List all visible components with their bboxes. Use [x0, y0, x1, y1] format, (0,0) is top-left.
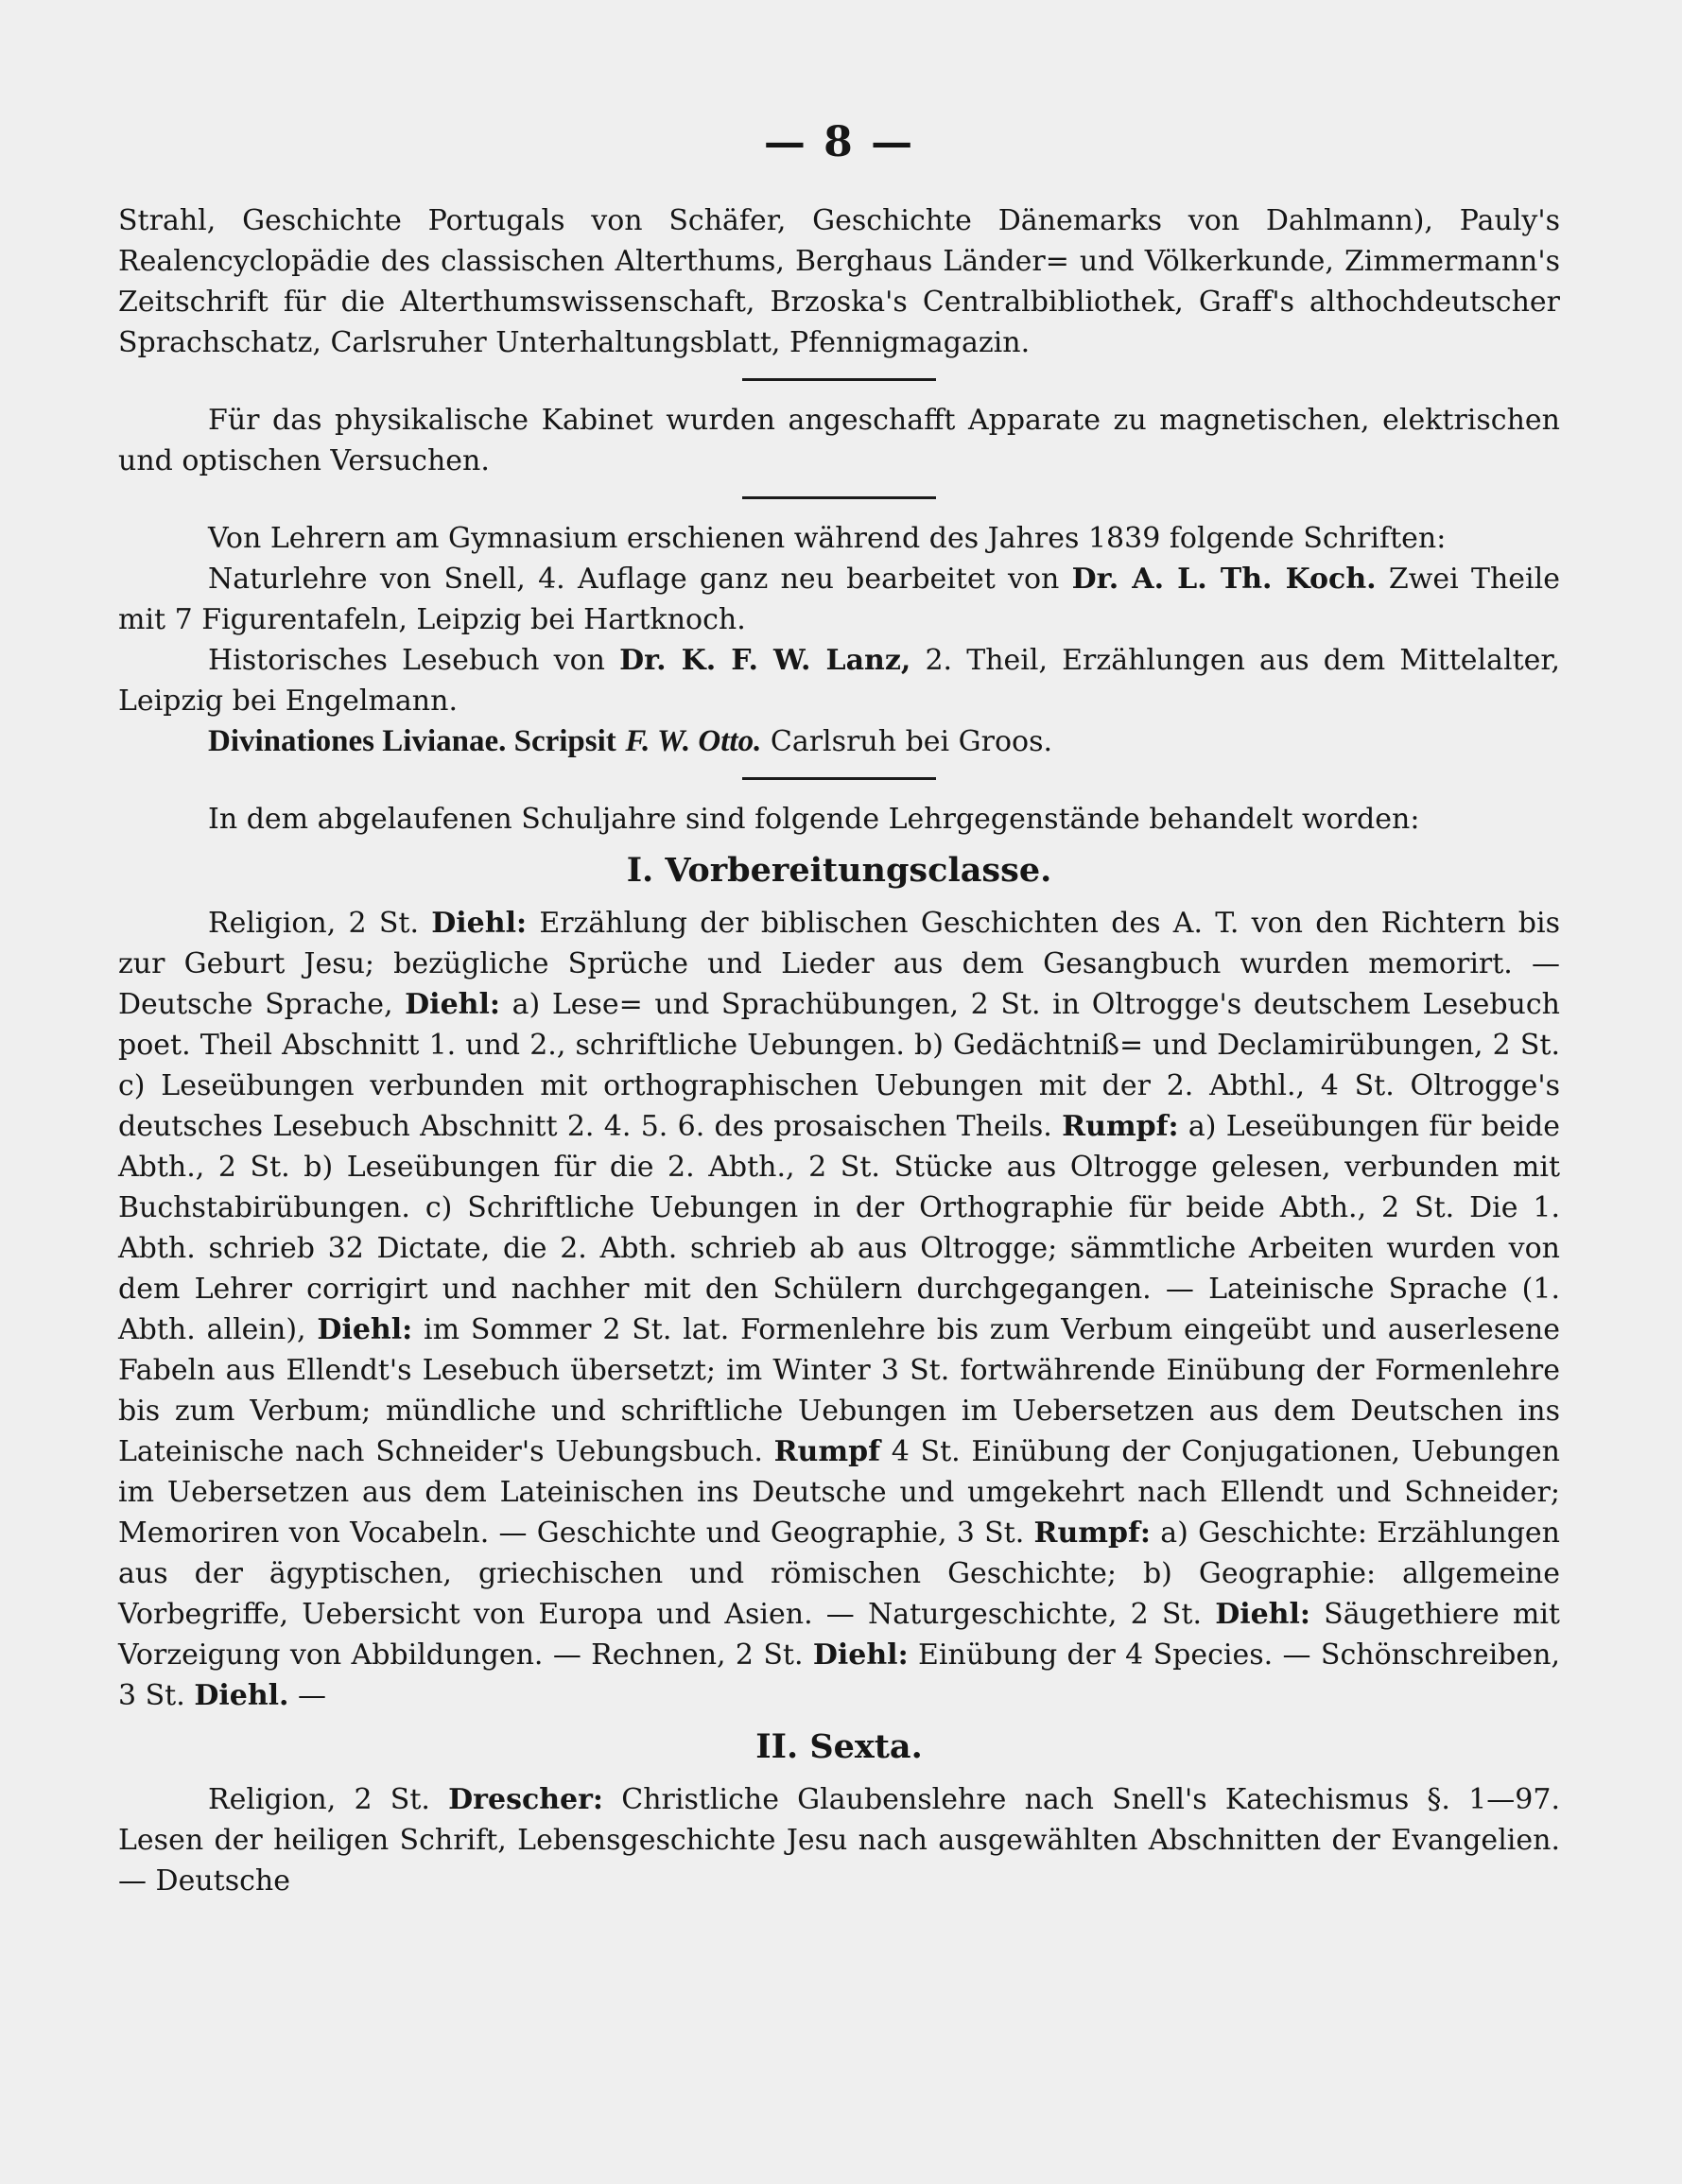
publication-entry: [118, 559, 1560, 640]
curriculum-text: Säugethiere mit Vorzeigung von Abbildungen. — Rechnen, 2 St.: [118, 1598, 1560, 1672]
publication-text: 2. Theil, Erzählungen aus dem Mittelalter, Leipzig bei Engelmann.: [118, 644, 1560, 718]
section-divider: [742, 378, 936, 381]
publication-title: Divinationes Livianae. Scripsit: [208, 724, 616, 758]
teacher-name: Diehl:: [1215, 1598, 1310, 1631]
curriculum-text: —: [298, 1679, 327, 1712]
curriculum-text: Christliche Glaubenslehre nach Snell's Katechismus §. 1—97. Lesen der heiligen Schrift, Lebensgeschichte Jesu nach ausgewählten Abschnitten der Evangelien. — Deutsche: [118, 1783, 1560, 1898]
subjects-intro: In dem abgelaufenen Schuljahre sind folgende Lehrgegenstände behandelt worden:: [208, 803, 1420, 836]
curriculum-paragraph: [118, 903, 1560, 1716]
physics-cabinet-paragraph: Für das physikalische Kabinet wurden angeschafft Apparate zu magnetischen, elektrischen und optischen Versuchen.: [118, 404, 1560, 477]
page-content: [118, 118, 1560, 1901]
author-name: Dr. K. F. W. Lanz,: [619, 644, 911, 677]
publications-intro: Von Lehrern am Gymnasium erschienen während des Jahres 1839 folgende Schriften:: [208, 522, 1447, 555]
publication-entry: [118, 640, 1560, 721]
page-number: — 8 —: [763, 118, 915, 166]
curriculum-text: Erzählung der biblischen Geschichten des A. T. von den Richtern bis zur Geburt Jesu; bezügliche Sprüche und Lieder aus dem Gesangbuch wurden memorirt. — Deutsche Sprache,: [118, 907, 1560, 1021]
curriculum-text: a) Leseübungen für beide Abth., 2 St. b) Leseübungen für die 2. Abth., 2 St. Stücke aus Oltrogge gelesen, verbunden mit Buchstabirübungen. c) Schriftliche Uebungen in der Orthographie für beide Abth., 2 St. Die 1. Abth. schrieb 32 Dictate, die 2. Abth. schrieb ab aus Oltrogge; sämmtliche Arbeiten wurden von dem Lehrer corrigirt und nachher mit den Schülern durchgegangen. — Lateinische Sprache (1. Abth. allein),: [118, 1110, 1560, 1346]
curriculum-text: a) Geschichte: Erzählungen aus der ägyptischen, griechischen und römischen Geschichte; b) Geographie: allgemeine Vorbegriffe, Uebersicht von Europa und Asien. — Naturgeschichte, 2 St.: [118, 1517, 1560, 1631]
publication-text: Zwei Theile mit 7 Figurentafeln, Leipzig bei Hartknoch.: [118, 563, 1560, 636]
curriculum-text: Religion, 2 St.: [208, 1783, 430, 1816]
author-name: Dr. A. L. Th. Koch.: [1071, 563, 1377, 596]
section-divider: [742, 496, 936, 499]
curriculum-text: Religion, 2 St.: [208, 907, 419, 940]
curriculum-text: 4 St. Einübung der Conjugationen, Uebungen im Uebersetzen aus dem Lateinischen ins Deutsche und umgekehrt nach Ellendt und Schneider; Memoriren von Vocabeln. — Geschichte und Geographie, 3 St.: [118, 1435, 1560, 1550]
curriculum-paragraph: [118, 1779, 1560, 1901]
teacher-name: Drescher:: [448, 1783, 603, 1816]
publication-entry: [118, 721, 1560, 762]
publication-text: Carlsruh bei Groos.: [770, 725, 1053, 758]
teacher-name: Rumpf:: [1062, 1110, 1179, 1143]
section-heading: II. Sexta.: [755, 1727, 923, 1766]
curriculum-text: im Sommer 2 St. lat. Formenlehre bis zum Verbum eingeübt und auserlesene Fabeln aus Ellendt's Lesebuch übersetzt; im Winter 3 St. fortwährende Einübung der Formenlehre bis zum Verbum; mündliche und schriftliche Uebungen im Uebersetzen aus dem Deutschen ins Lateinische nach Schneider's Uebungsbuch.: [118, 1313, 1560, 1468]
curriculum-text: a) Lese= und Sprachübungen, 2 St. in Oltrogge's deutschem Lesebuch poet. Theil Abschnitt 1. und 2., schriftliche Uebungen. b) Gedächtniß= und Declamirübungen, 2 St. c) Leseübungen verbunden mit orthographischen Uebungen mit der 2. Abthl., 4 St. Oltrogge's deutsches Lesebuch Abschnitt 2. 4. 5. 6. des prosaischen Theils.: [118, 988, 1560, 1143]
teacher-name: Diehl:: [431, 907, 528, 940]
teacher-name: Diehl:: [317, 1313, 413, 1346]
teacher-name: Diehl:: [812, 1638, 909, 1672]
teacher-name: Rumpf: [773, 1435, 880, 1468]
author-name: F. W. Otto.: [625, 724, 762, 758]
teacher-name: Diehl:: [405, 988, 500, 1021]
library-acquisitions-paragraph: Strahl, Geschichte Portugals von Schäfer, Geschichte Dänemarks von Dahlmann), Pauly's Realencyclopädie des classischen Alterthums, Berghaus Länder= und Völkerkunde, Zimmermann's Zeitschrift für die Alterthumswissenschaft, Brzoska's Centralbibliothek, Graff's althochdeutscher Sprachschatz, Carlsruher Unterhaltungsblatt, Pfennigmagazin.: [118, 204, 1560, 359]
teacher-name: Rumpf:: [1033, 1517, 1151, 1550]
section-heading: I. Vorbereitungsclasse.: [626, 851, 1052, 890]
teacher-name: Diehl.: [194, 1679, 289, 1712]
section-divider: [742, 777, 936, 780]
curriculum-text: Einübung der 4 Species. — Schönschreiben, 3 St.: [118, 1638, 1560, 1712]
publication-text: Naturlehre von Snell, 4. Auflage ganz neu bearbeitet von: [208, 563, 1060, 596]
publication-text: Historisches Lesebuch von: [208, 644, 605, 677]
